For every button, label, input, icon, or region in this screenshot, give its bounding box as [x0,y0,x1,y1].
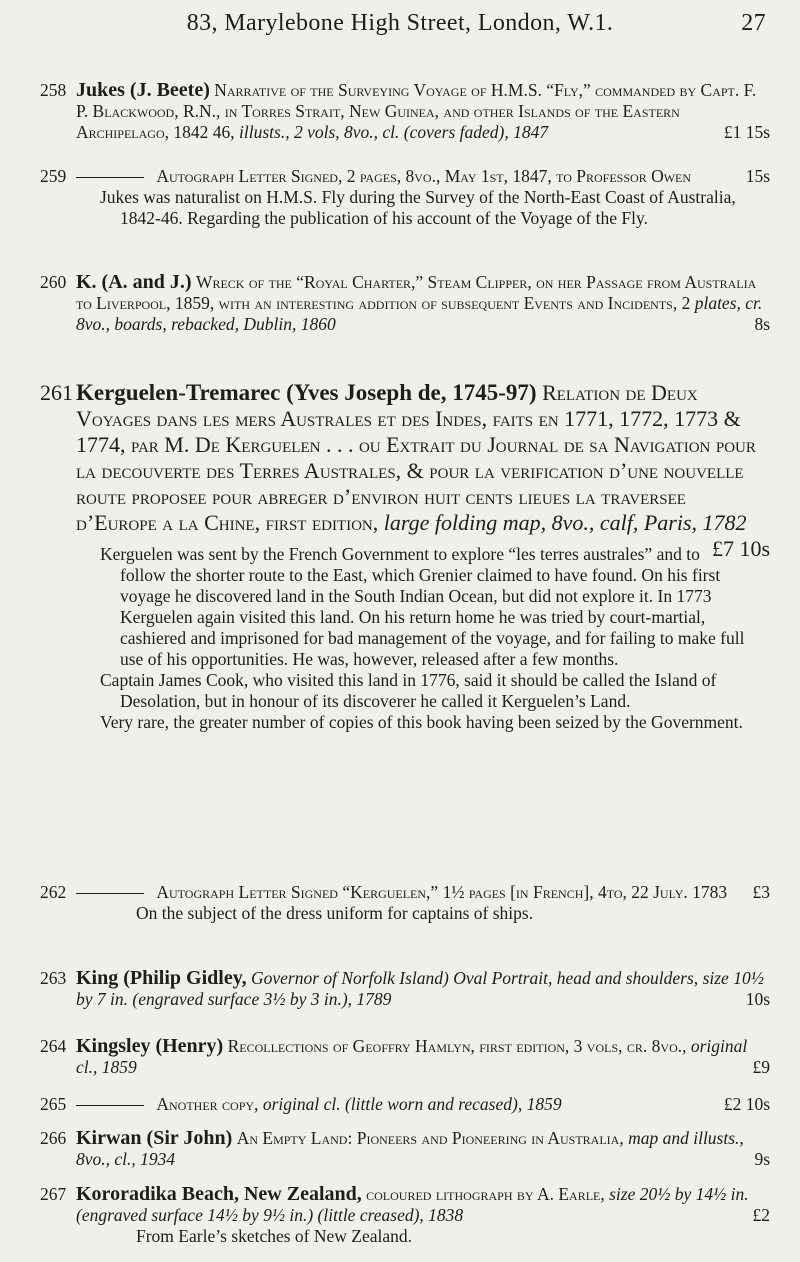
entry-author: Kerguelen-Tremarec (Yves Joseph de, 1745-97) [76,380,537,405]
entry-title: Autograph Letter Signed, 2 pages, 8vo., May 1st, 1847, to Professor Owen [156,166,692,186]
catalogue-entry-264 [40,1036,770,1078]
entry-details: illusts., 2 vols, 8vo., cl. (covers faded), 1847 [239,122,549,142]
entry-details: size 20½ by 14½ in. (engraved surface 14½ by 9½ in.) (little creased), 1838 [76,1184,749,1225]
catalogue-entry-258 [40,80,770,143]
entry-details: map and illusts., 8vo., cl., 1934 [76,1128,744,1169]
entry-author: Kororadika Beach, New Zealand, [76,1183,362,1205]
entry-author: Kingsley (Henry) [76,1035,224,1057]
catalogue-entry-259 [40,166,770,229]
entry-note: Jukes was naturalist on H.M.S. Fly during the Survey of the North-East Coast of Australia, 1842-46. Regarding the publication of his account of the Voyage of the Fly. [100,187,736,228]
catalogue-entry-266 [40,1128,770,1170]
entry-title: Wreck of the “Royal Charter,” Steam Clipper, on her Passage from Australia to Liverpool, 1859, with an interesting addition of subsequent Events and Incidents, 2 [76,272,757,313]
entry-title: An Empty Land: Pioneers and Pioneering in Australia, [236,1128,624,1148]
page-number: 27 [741,10,766,36]
lot-number: 261 [40,380,73,405]
entry-note-2: Captain James Cook, who visited this land in 1776, said it should be called the Island of Desolation, but in honour of its discoverer he called it Kerguelen’s Land. [100,670,717,711]
ditto-dash [76,893,144,894]
header-address: 83, Marylebone High Street, London, W.1. [186,10,614,36]
entry-price: £2 10s [723,1094,770,1114]
entry-author: King (Philip Gidley, [76,967,247,989]
ditto-dash [76,177,144,178]
entry-price: £3 [752,882,770,902]
lot-number: 266 [40,1128,67,1148]
entry-price: 10s [745,989,770,1009]
entry-author: K. (A. and J.) [76,271,192,293]
entry-details: original cl. (little worn and recased), 1859 [262,1094,562,1114]
entry-price: 15s [745,166,770,186]
lot-number: 258 [40,80,67,100]
entry-title: Narrative of the Surveying Voyage of H.M.S. “Fly,” commanded by Capt. F. P. Blackwood, R.N., in Torres Strait, New Guinea, and other Islands of the Eastern Archipelago, 1842 46, [76,80,757,142]
entry-title: Recollections of Geoffry Hamlyn, first edition, 3 vols, cr. 8vo., [227,1036,687,1056]
entry-price: £7 10s [711,536,770,561]
lot-number: 263 [40,968,67,988]
entry-note: From Earle’s sketches of New Zealand. [136,1226,413,1246]
entry-price: 9s [754,1149,770,1169]
entry-author: Jukes (J. Beete) [76,79,210,101]
lot-number: 267 [40,1184,67,1204]
lot-number: 260 [40,272,67,292]
entry-title: Another copy, [156,1094,259,1114]
catalogue-entry-267 [40,1184,770,1247]
catalogue-entry-262 [40,882,770,924]
entry-title: Governor of Norfolk Island) Oval Portrait, head and shoulders, [250,968,699,988]
lot-number: 264 [40,1036,67,1056]
entry-note-3: Very rare, the greater number of copies of this book having been seized by the Government. [100,712,743,732]
catalogue-entry-261 [40,380,770,733]
lot-number: 265 [40,1094,67,1114]
entry-title: Relation de Deux Voyages dans les mers Australes et des Indes, faits en 1771, 1772, 1773 & 1774, par M. De Kerguelen . . . ou Extrait du Journal de sa Navigation pour la decouverte des Terres Australes, & pour la verification d’une nouvelle route proposee pour abreger d’environ huit cents lieues la traversee d’Europe a la Chine, first edition, [76,380,756,535]
catalogue-entry-263 [40,968,770,1010]
entry-details: original cl., 1859 [76,1036,748,1077]
entry-details: large folding map, 8vo., calf, Paris, 1782 [383,510,747,535]
ditto-dash [76,1105,144,1106]
entry-details: plates, cr. 8vo., boards, rebacked, Dublin, 1860 [76,293,763,334]
lot-number: 259 [40,166,67,186]
entry-author: Kirwan (Sir John) [76,1127,233,1149]
entry-price: £1 15s [723,122,770,142]
entry-price: £9 [752,1057,770,1077]
entry-title: coloured lithograph by A. Earle, [366,1184,605,1204]
lot-number: 262 [40,882,67,902]
entry-title: Autograph Letter Signed “Kerguelen,” 1½ pages [in French], 4to, 22 July. 1783 [156,882,728,902]
catalogue-entry-265 [40,1094,770,1115]
catalogue-entry-260 [40,272,770,335]
entry-price: 8s [754,314,770,334]
entry-details: size 10½ by 7 in. (engraved surface 3½ by 3 in.), 1789 [76,968,764,1009]
entry-note-1: Kerguelen was sent by the French Government to explore “les terres australes” and to follow the shorter route to the East, which Grenier claimed to have found. On his first voyage he discovered land in the South Indian Ocean, but did not explore it. In 1773 Kerguelen again visited this land. On his return home he was tried by court-martial, cashiered and imprisoned for bad management of the voyage, and for failing to make full use of his opportunities. He was, however, released after a few months. [100,544,745,669]
entry-price: £2 [752,1205,770,1225]
page-header [0,10,800,37]
entry-note: On the subject of the dress uniform for captains of ships. [136,903,534,923]
